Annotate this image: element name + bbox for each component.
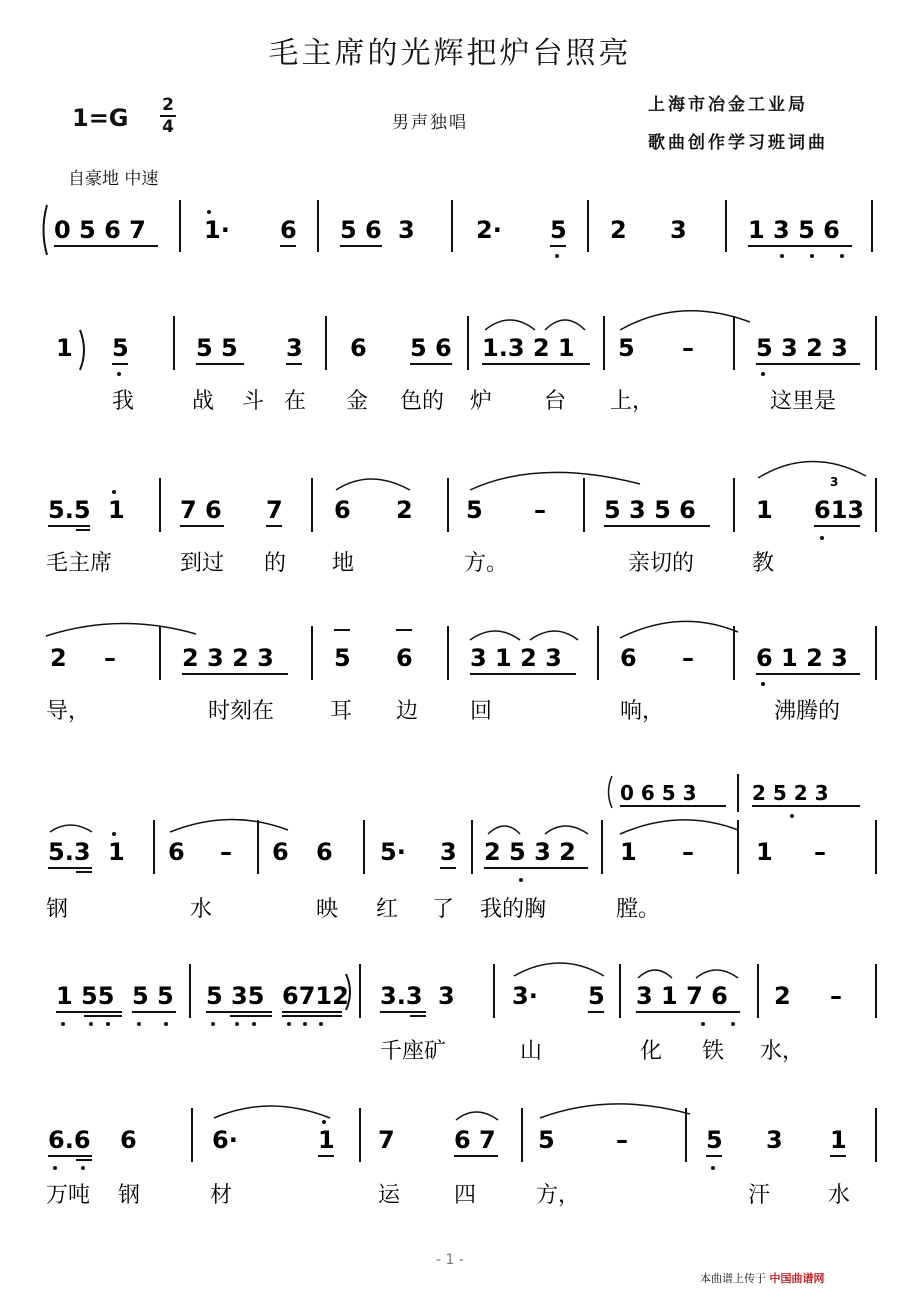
lyric: 到过	[180, 551, 225, 576]
svg-text:3: 3	[830, 475, 839, 489]
svg-text:2 3 2 3: 2 3 2 3	[182, 644, 274, 672]
lyric: 钢	[46, 897, 69, 922]
footer-prefix: 本曲谱上传于	[700, 1272, 766, 1285]
lyric: 膛。	[616, 897, 661, 922]
svg-text:0 6 5 3: 0 6 5 3	[620, 781, 697, 805]
svg-text:1: 1	[56, 334, 73, 362]
svg-text:6: 6	[280, 216, 297, 244]
svg-text:5 3 5 6: 5 3 5 6	[604, 496, 696, 524]
lyrics-line-3	[46, 551, 774, 576]
credit-line-2: 歌曲创作学习班词曲	[648, 133, 828, 153]
lyric: 水	[828, 1183, 851, 1208]
svg-text:–: –	[814, 838, 826, 866]
svg-text:2: 2	[396, 496, 413, 524]
svg-text:6: 6	[350, 334, 367, 362]
lyric: 我	[112, 389, 135, 414]
svg-text:7: 7	[378, 1126, 395, 1154]
svg-text:3: 3	[670, 216, 687, 244]
svg-text:5.5: 5.5	[48, 496, 91, 524]
svg-text:1: 1	[620, 838, 637, 866]
svg-text:5: 5	[466, 496, 483, 524]
svg-text:–: –	[534, 496, 546, 524]
svg-text:2 5 2 3: 2 5 2 3	[752, 781, 829, 805]
svg-text:5 35: 5 35	[206, 982, 265, 1010]
svg-text:1: 1	[108, 496, 125, 524]
svg-text:–: –	[104, 644, 116, 672]
score-line-3	[48, 461, 876, 540]
lyric: 四	[454, 1183, 477, 1208]
lyrics-line-4	[46, 699, 840, 724]
svg-text:6 7: 6 7	[454, 1126, 496, 1154]
svg-text:1 55: 1 55	[56, 982, 115, 1010]
lyric: 铁	[702, 1039, 725, 1064]
lyric: 万吨	[46, 1183, 91, 1208]
svg-text:3: 3	[398, 216, 415, 244]
svg-text:–: –	[830, 982, 842, 1010]
svg-text:3 1 2 3: 3 1 2 3	[470, 644, 562, 672]
svg-text:2: 2	[774, 982, 791, 1010]
lyric: 耳	[330, 699, 353, 724]
svg-text:–: –	[682, 838, 694, 866]
svg-text:2 5 3 2: 2 5 3 2	[484, 838, 576, 866]
lyric: 映	[316, 897, 339, 922]
svg-text:3: 3	[286, 334, 303, 362]
svg-text:6·: 6·	[212, 1126, 238, 1154]
svg-text:–: –	[682, 334, 694, 362]
time-bottom: 4	[162, 117, 174, 137]
svg-text:6: 6	[316, 838, 333, 866]
svg-text:5.3: 5.3	[48, 838, 91, 866]
lyric: 导，	[46, 699, 91, 724]
svg-text:1: 1	[318, 1126, 335, 1154]
score-line-5	[48, 774, 876, 882]
score-line-6	[56, 963, 876, 1026]
song-title: 毛主席的光辉把炉台照亮	[268, 36, 632, 71]
svg-text:3 1 7 6: 3 1 7 6	[636, 982, 728, 1010]
svg-text:3·: 3·	[512, 982, 538, 1010]
lyric: 亲切的	[628, 551, 695, 576]
svg-text:5 3 2 3: 5 3 2 3	[756, 334, 848, 362]
svg-text:6712: 6712	[282, 982, 349, 1010]
svg-text:5: 5	[112, 334, 129, 362]
lyric: 运	[378, 1183, 401, 1208]
footer	[700, 1270, 825, 1286]
svg-text:2·: 2·	[476, 216, 502, 244]
svg-text:5: 5	[334, 644, 351, 672]
site-logo[interactable]: 中国曲谱网	[769, 1272, 825, 1285]
lyrics-line-7	[46, 1183, 850, 1208]
lyric: 毛主席	[46, 551, 113, 576]
svg-text:613: 613	[814, 496, 865, 524]
svg-text:0 5 6 7: 0 5 6 7	[54, 216, 146, 244]
score-line-7	[48, 1104, 876, 1170]
lyric: 战	[192, 389, 215, 414]
lyric: 边	[396, 699, 419, 724]
svg-text:5 5: 5 5	[196, 334, 238, 362]
lyric: 回	[470, 699, 493, 724]
svg-text:3: 3	[766, 1126, 783, 1154]
svg-text:6.6: 6.6	[48, 1126, 91, 1154]
lyric: 色的	[400, 389, 445, 414]
svg-text:3: 3	[438, 982, 455, 1010]
svg-text:–: –	[616, 1126, 628, 1154]
svg-text:5: 5	[550, 216, 567, 244]
svg-text:5: 5	[706, 1126, 723, 1154]
key-signature: 1=G	[72, 104, 129, 132]
lyric: 化	[640, 1039, 663, 1064]
svg-text:2: 2	[50, 644, 67, 672]
svg-text:3.3: 3.3	[380, 982, 423, 1010]
performance-type: 男声独唱	[392, 113, 468, 133]
lyric: 水，	[760, 1039, 805, 1064]
lyric: 了	[432, 897, 455, 922]
lyric: 的	[264, 551, 287, 576]
credit-line-1: 上海市冶金工业局	[648, 95, 808, 115]
lyric: 千座矿	[380, 1039, 447, 1064]
svg-text:5·: 5·	[380, 838, 406, 866]
svg-text:3: 3	[440, 838, 457, 866]
lyric: 方。	[464, 551, 509, 576]
page-number: - 1 -	[436, 1252, 464, 1268]
svg-text:6: 6	[120, 1126, 137, 1154]
svg-text:2: 2	[610, 216, 627, 244]
lyric: 材	[210, 1183, 233, 1208]
lyric: 我的胸	[480, 897, 547, 922]
time-top: 2	[162, 95, 174, 115]
svg-text:5 5: 5 5	[132, 982, 174, 1010]
svg-text:5: 5	[618, 334, 635, 362]
svg-text:6: 6	[620, 644, 637, 672]
svg-text:7 6: 7 6	[180, 496, 222, 524]
lyric: 红	[376, 897, 399, 922]
svg-text:6: 6	[272, 838, 289, 866]
lyric: 教	[752, 551, 775, 576]
lyric: 这里是	[770, 389, 837, 414]
score-line-4	[46, 621, 876, 686]
lyric: 方，	[536, 1183, 581, 1208]
svg-text:1: 1	[830, 1126, 847, 1154]
lyric: 在	[284, 389, 307, 414]
svg-text:6: 6	[396, 644, 413, 672]
lyric: 汗	[748, 1183, 771, 1208]
lyrics-line-6	[380, 1039, 804, 1064]
svg-text:5 6: 5 6	[340, 216, 382, 244]
svg-text:1.3 2 1: 1.3 2 1	[482, 334, 575, 362]
lyric: 时刻在	[208, 699, 275, 724]
lyric: 钢	[118, 1183, 141, 1208]
lyric: 台	[544, 389, 567, 414]
svg-text:1·: 1·	[204, 216, 230, 244]
svg-text:6: 6	[334, 496, 351, 524]
svg-text:1: 1	[756, 838, 773, 866]
lyric: 金	[346, 389, 369, 414]
lyric: 山	[520, 1039, 543, 1064]
svg-text:1: 1	[108, 838, 125, 866]
svg-text:5 6: 5 6	[410, 334, 452, 362]
lyrics-line-2	[112, 389, 836, 414]
svg-text:5: 5	[588, 982, 605, 1010]
svg-text:7: 7	[266, 496, 283, 524]
lyric: 响，	[620, 699, 665, 724]
svg-text:–: –	[682, 644, 694, 672]
lyric: 水	[190, 897, 213, 922]
lyric: 地	[332, 551, 355, 576]
svg-text:6: 6	[168, 838, 185, 866]
lyric: 斗	[242, 389, 265, 414]
svg-text:1: 1	[756, 496, 773, 524]
svg-text:–: –	[220, 838, 232, 866]
score-line-1	[44, 200, 873, 258]
svg-text:6 1 2 3: 6 1 2 3	[756, 644, 848, 672]
lyric: 炉	[470, 389, 493, 414]
lyrics-line-5	[46, 897, 660, 922]
lyric: 上，	[610, 389, 655, 414]
lyric: 沸腾的	[774, 699, 841, 724]
tempo-marking: 自豪地 中速	[68, 169, 159, 189]
svg-text:5: 5	[538, 1126, 555, 1154]
score-line-2	[56, 311, 876, 376]
svg-text:1 3 5 6: 1 3 5 6	[748, 216, 840, 244]
